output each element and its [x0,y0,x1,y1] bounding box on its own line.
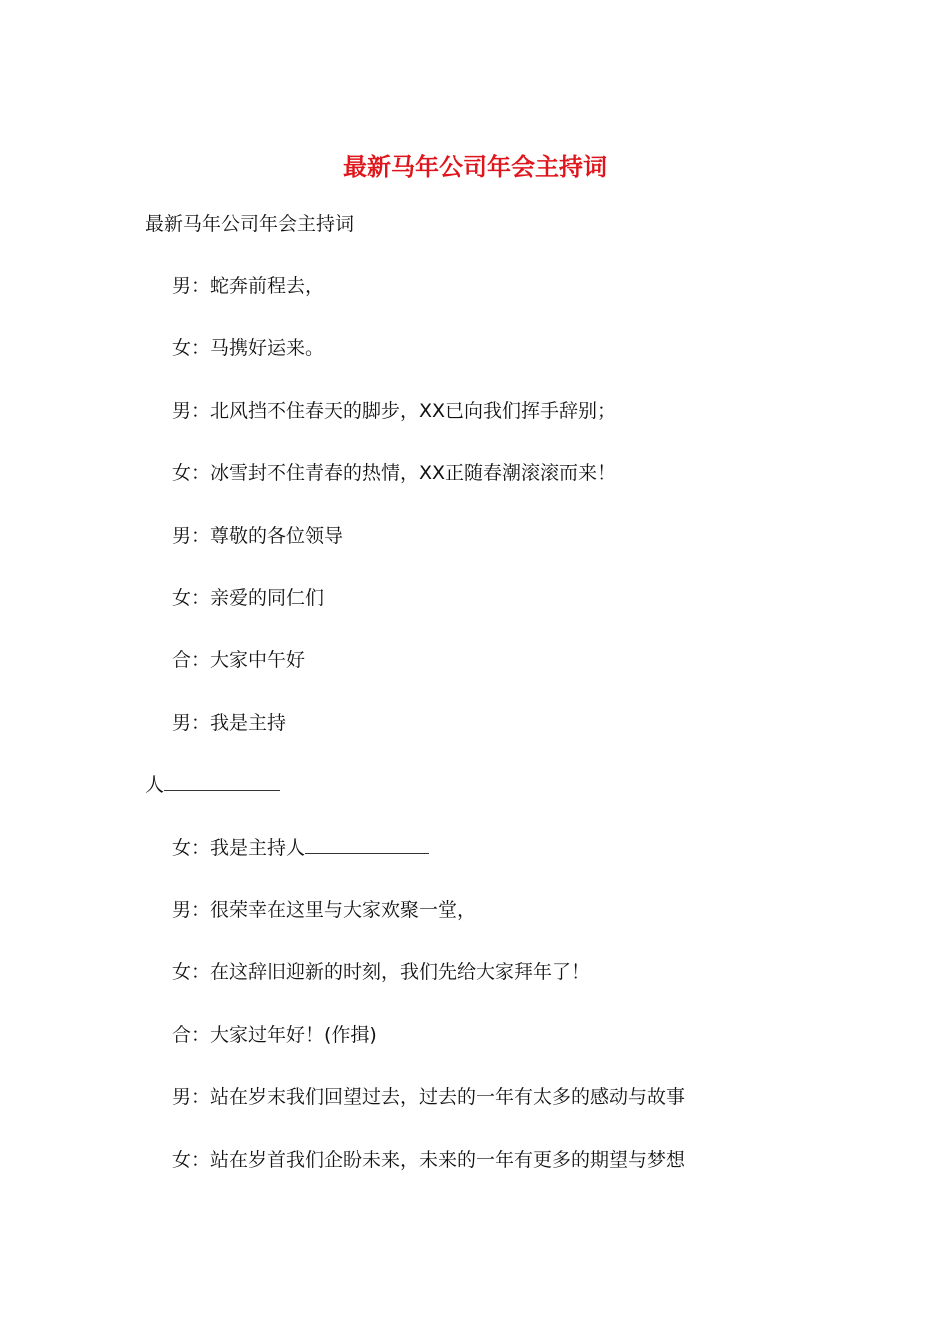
dialogue-line [172,1021,377,1049]
document-title: 最新马年公司年会主持词 [343,152,607,181]
dialogue-line [172,1146,685,1174]
dialogue-line [145,771,280,799]
document-subtitle: 最新马年公司年会主持词 [145,213,355,235]
dialogue-line [172,459,616,487]
fill-in-blank [305,835,429,854]
speaker-label: 男： [172,399,211,422]
fill-in-blank [164,772,280,791]
line-text: 站在岁首我们企盼未来，未来的一年有更多的期望与梦想 [210,1148,686,1171]
dialogue-line [172,896,476,924]
dialogue-line [172,522,343,550]
line-text: 我是主持 [210,711,287,734]
dialogue-line [172,709,286,737]
line-text: 马携好运来。 [210,337,325,360]
speaker-label: 女： [172,587,211,609]
line-text: 在这辞旧迎新的时刻，我们先给大家拜年了！ [210,961,591,984]
line-text: 冰雪封不住青春的热情，XX正随春潮滚滚而来！ [210,462,617,485]
dialogue-line [172,958,590,986]
speaker-label: 合： [172,649,211,672]
speaker-label: 合： [172,1023,211,1046]
dialogue-line [172,1083,685,1111]
speaker-label: 女： [172,836,211,859]
line-text: 北风挡不住春天的脚步，XX已向我们挥手辞别； [210,399,617,422]
dialogue-line [172,397,616,425]
line-text: 人 [145,774,165,797]
line-text: 大家中午好 [210,649,306,672]
dialogue-line [172,646,305,674]
line-text: 亲爱的同仁们 [210,587,325,609]
dialogue-line [172,334,324,362]
line-text: 我是主持人 [210,836,306,859]
speaker-label: 男： [172,899,211,921]
line-text: 尊敬的各位领导 [210,524,344,547]
dialogue-line [172,834,429,862]
speaker-label: 男： [172,1086,211,1109]
speaker-label: 男： [172,275,211,297]
speaker-label: 女： [172,462,211,485]
line-text: 大家过年好！(作揖) [210,1023,377,1046]
line-text: 站在岁末我们回望过去，过去的一年有太多的感动与故事 [210,1086,686,1109]
dialogue-line [172,584,324,612]
speaker-label: 男： [172,524,211,547]
speaker-label: 男： [172,711,211,734]
line-text: 蛇奔前程去， [210,275,325,297]
speaker-label: 女： [172,1148,211,1171]
line-text: 很荣幸在这里与大家欢聚一堂， [210,899,477,921]
dialogue-line [172,272,324,300]
speaker-label: 女： [172,961,211,984]
speaker-label: 女： [172,337,211,360]
